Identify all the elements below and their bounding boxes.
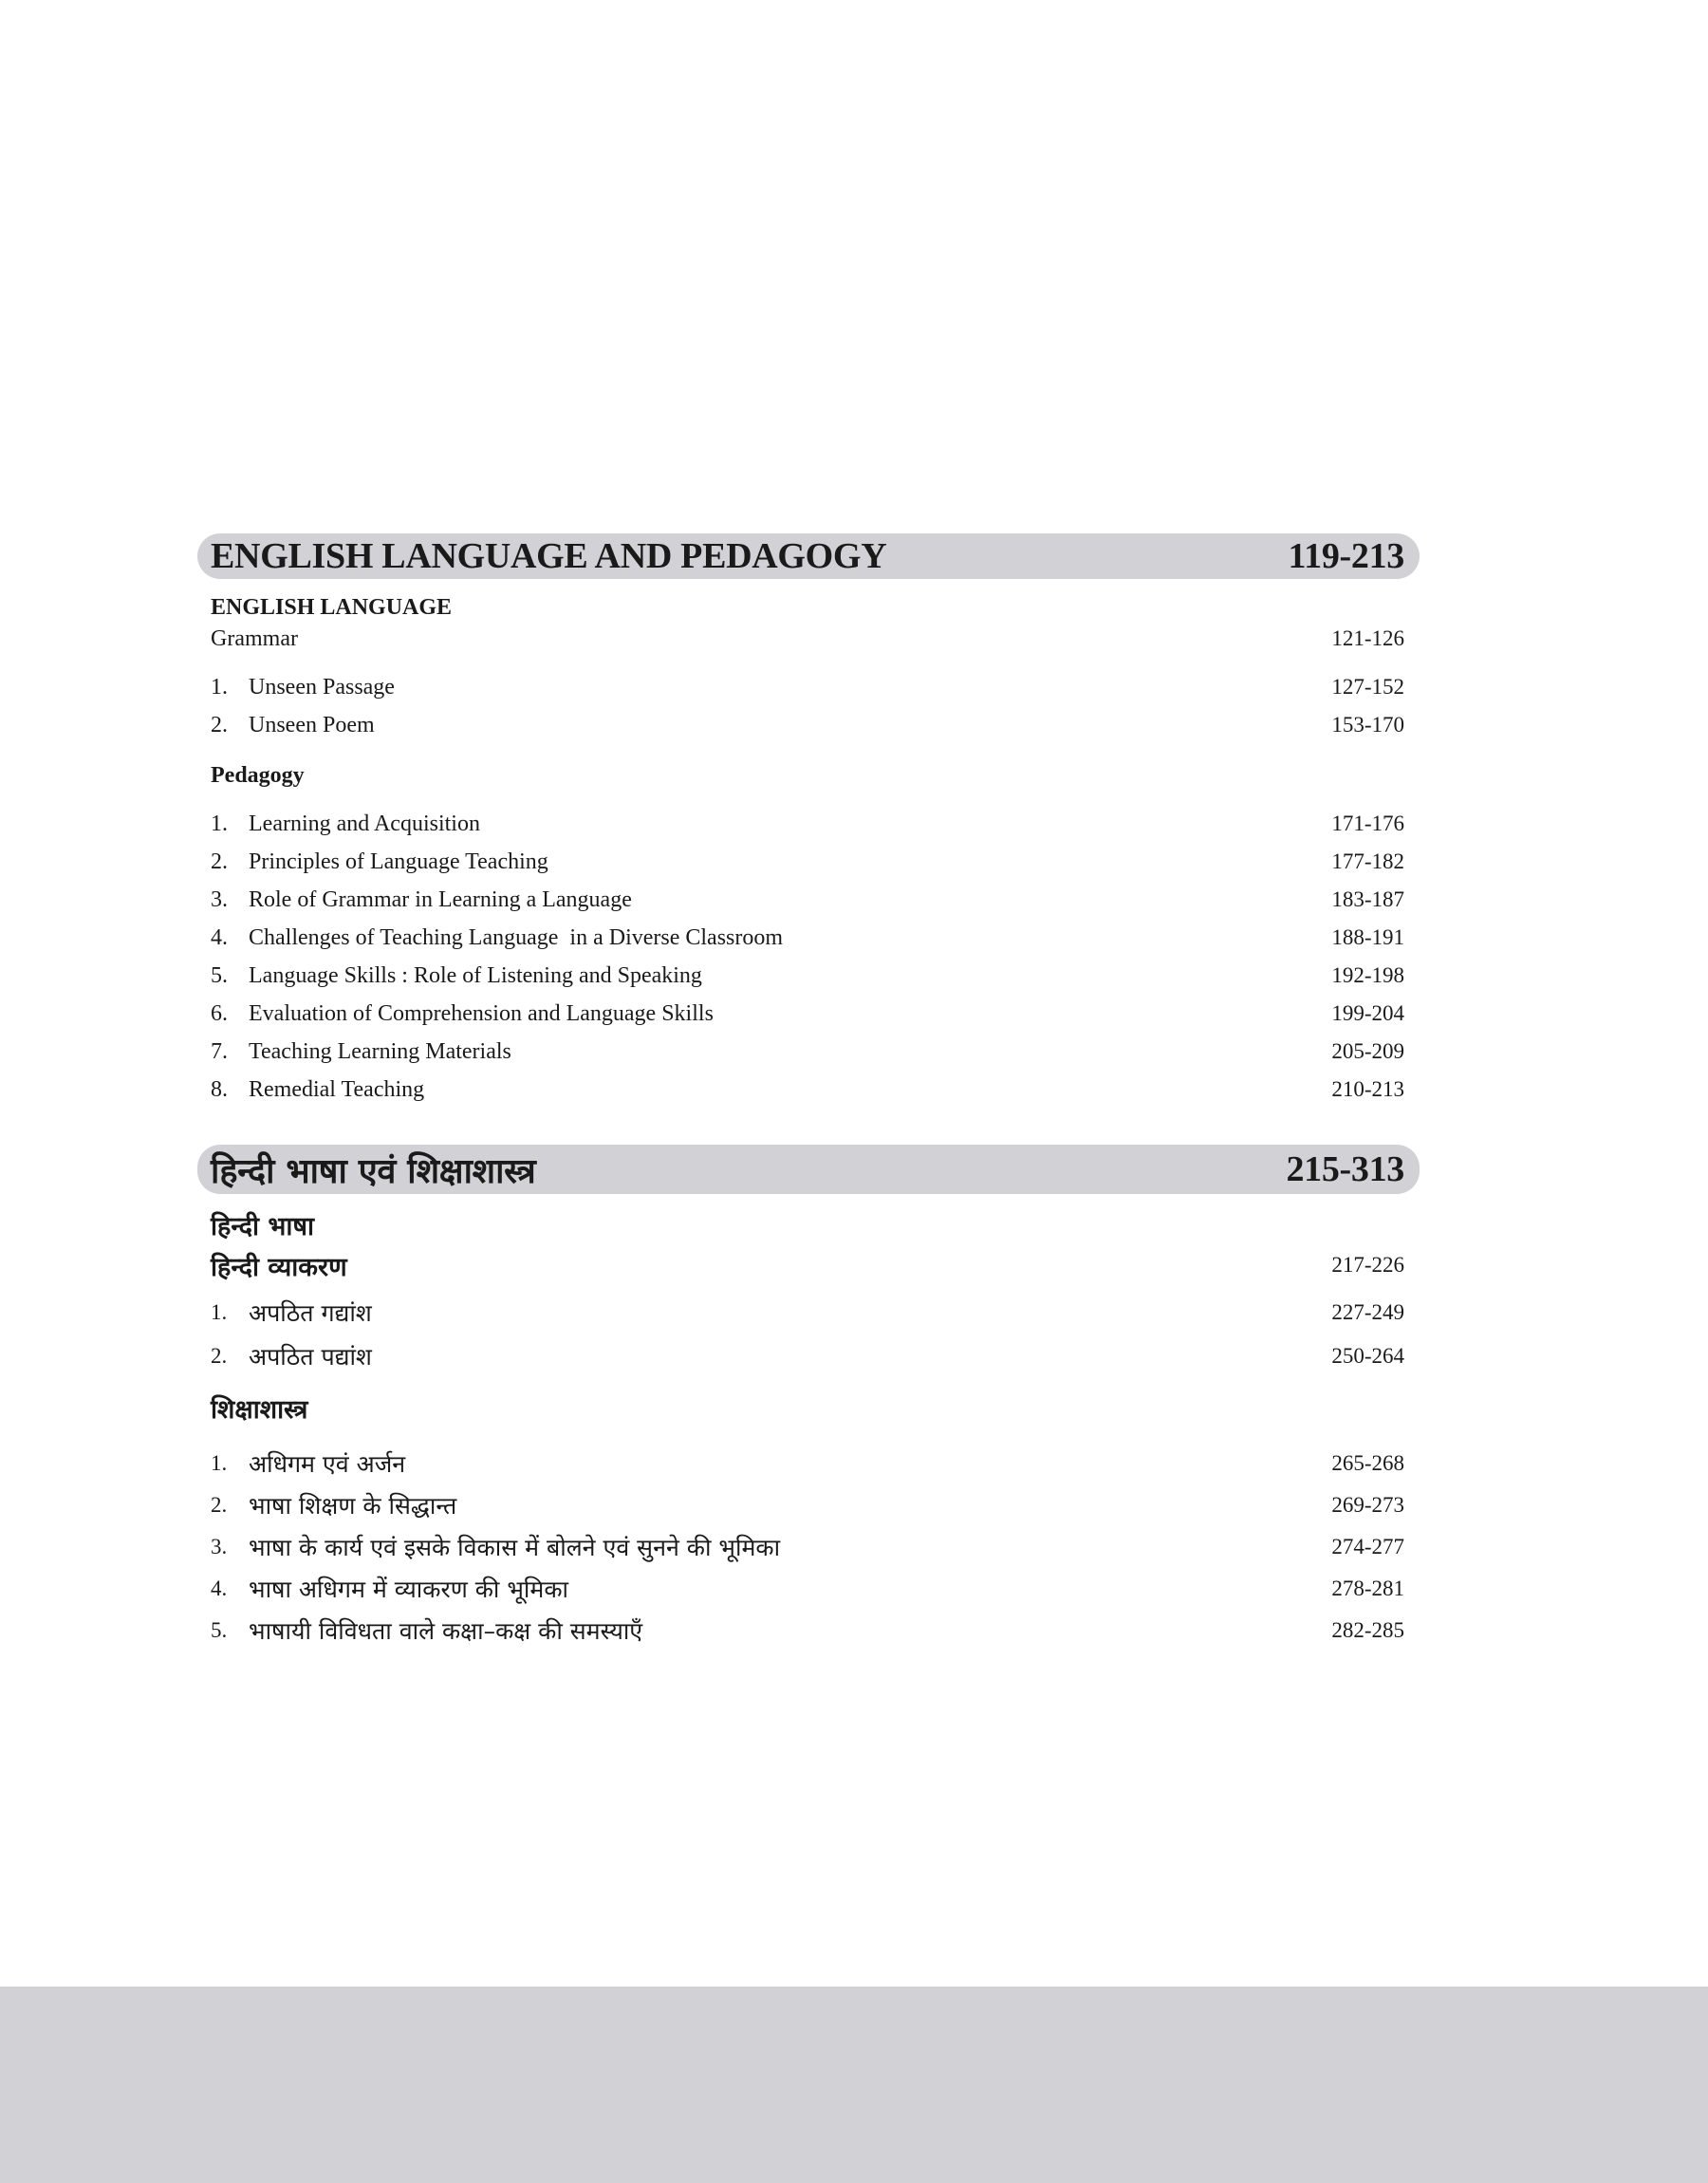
toc-row-pages: 177-182 (1331, 849, 1404, 873)
toc-row-pages: 250-264 (1331, 1344, 1404, 1368)
toc-row-number: 3. (211, 1535, 228, 1558)
toc-row-number: 2. (211, 849, 228, 874)
toc-row-pages: 227-249 (1331, 1300, 1404, 1324)
section-header-english (197, 533, 1420, 579)
toc-row-number: 1. (211, 1300, 228, 1324)
toc-row-label: Language Skills : Role of Listening and Speaking (249, 962, 702, 988)
toc-row-pages: 282-285 (1331, 1618, 1404, 1642)
toc-row-label: Evaluation of Comprehension and Language Skills (249, 1000, 714, 1026)
section-title: हिन्दी भाषा एवं शिक्षाशास्त्र (211, 1151, 536, 1191)
toc-row[interactable] (197, 1610, 1420, 1651)
toc-row[interactable] (197, 1291, 1420, 1334)
toc-row-pages: 153-170 (1331, 713, 1404, 737)
toc-row-label: Challenges of Teaching Language in a Diverse Classroom (249, 924, 784, 950)
toc-row-label: हिन्दी व्याकरण (211, 1252, 347, 1282)
toc-row[interactable] (197, 1526, 1420, 1568)
section-hindi (197, 1145, 1420, 1651)
toc-row-number: 4. (211, 1577, 228, 1600)
toc-row[interactable] (197, 1334, 1420, 1378)
toc-row-label: Role of Grammar in Learning a Language (249, 886, 632, 912)
toc-row[interactable] (197, 1071, 1420, 1109)
toc-row-label: भाषा अधिगम में व्याकरण की भूमिका (249, 1576, 569, 1603)
toc-row-number: 7. (211, 1038, 228, 1064)
section-page-range: 215-313 (1286, 1149, 1404, 1189)
toc-row-label: भाषा शिक्षण के सिद्धान्त (249, 1492, 457, 1520)
toc-row-number: 3. (211, 886, 228, 912)
toc-row[interactable] (197, 1443, 1420, 1484)
toc-row-number: 1. (211, 674, 228, 700)
toc-row-label: अपठित गद्यांश (249, 1299, 372, 1327)
toc-row-label: Learning and Acquisition (249, 811, 480, 836)
toc-row-label: अपठित पद्यांश (249, 1343, 372, 1371)
toc-row-pages: 269-273 (1331, 1493, 1404, 1517)
section-page-range: 119-213 (1288, 536, 1404, 576)
toc-row-grammar[interactable] (197, 623, 1420, 655)
toc-row-number: 5. (211, 962, 228, 988)
toc-row-number: 5. (211, 1618, 228, 1642)
toc-row-pages: 205-209 (1331, 1039, 1404, 1063)
toc-row[interactable] (197, 995, 1420, 1033)
toc-row[interactable] (197, 919, 1420, 957)
toc-row-label: भाषा के कार्य एवं इसके विकास में बोलने एवं सुनने की भूमिका (249, 1534, 781, 1561)
section-header-hindi (197, 1145, 1420, 1194)
toc-row-label: Teaching Learning Materials (249, 1038, 511, 1064)
toc-row-pages: 217-226 (1331, 1253, 1404, 1277)
subheading-hindi-language: हिन्दी भाषा (211, 1212, 314, 1241)
toc-row-label: Unseen Poem (249, 712, 375, 737)
toc-row-pages: 183-187 (1331, 887, 1404, 911)
toc-row-label: Remedial Teaching (249, 1076, 425, 1102)
toc-row-pages: 127-152 (1331, 675, 1404, 699)
subheading-english-language: ENGLISH LANGUAGE (211, 595, 453, 620)
toc-row[interactable] (197, 957, 1420, 995)
toc-row-label: Unseen Passage (249, 674, 395, 700)
toc-row[interactable] (197, 881, 1420, 919)
toc-row-pages: 278-281 (1331, 1577, 1404, 1600)
toc-row-number: 4. (211, 924, 228, 950)
toc-row-label: अधिगम एवं अर्जन (249, 1450, 406, 1478)
toc-row-number: 1. (211, 811, 228, 836)
toc-row[interactable] (197, 668, 1420, 706)
toc-row[interactable] (197, 1568, 1420, 1610)
toc-row-number: 2. (211, 712, 228, 737)
toc-row-number: 1. (211, 1451, 228, 1475)
toc-row-pages: 210-213 (1331, 1077, 1404, 1101)
toc-row-hindi-grammar[interactable] (197, 1245, 1420, 1285)
toc-row[interactable] (197, 1484, 1420, 1526)
toc-row[interactable] (197, 843, 1420, 881)
section-title: ENGLISH LANGUAGE AND PEDAGOGY (211, 536, 887, 576)
subheading-shikshashastra: शिक्षाशास्त्र (211, 1395, 308, 1425)
toc-row-label: Principles of Language Teaching (249, 849, 548, 874)
toc-row-pages: 274-277 (1331, 1535, 1404, 1558)
toc-row-pages: 121-126 (1331, 626, 1404, 650)
subheading-pedagogy: Pedagogy (211, 763, 305, 788)
toc-row-pages: 192-198 (1331, 963, 1404, 987)
toc-row[interactable] (197, 805, 1420, 843)
toc-row[interactable] (197, 706, 1420, 744)
toc-row-label: Grammar (211, 625, 298, 651)
toc-row-number: 2. (211, 1493, 228, 1517)
section-english (197, 533, 1420, 1109)
toc-row-pages: 188-191 (1331, 925, 1404, 949)
footer-band (0, 1987, 1708, 2183)
toc-row-number: 8. (211, 1076, 228, 1102)
toc-row-number: 6. (211, 1000, 228, 1026)
table-of-contents (197, 533, 1420, 1651)
toc-row-number: 2. (211, 1344, 228, 1368)
toc-row[interactable] (197, 1033, 1420, 1071)
toc-row-pages: 265-268 (1331, 1451, 1404, 1475)
toc-row-pages: 199-204 (1331, 1001, 1404, 1025)
toc-row-pages: 171-176 (1331, 812, 1404, 835)
toc-row-label: भाषायी विविधता वाले कक्षा–कक्ष की समस्याएँ (249, 1617, 643, 1645)
